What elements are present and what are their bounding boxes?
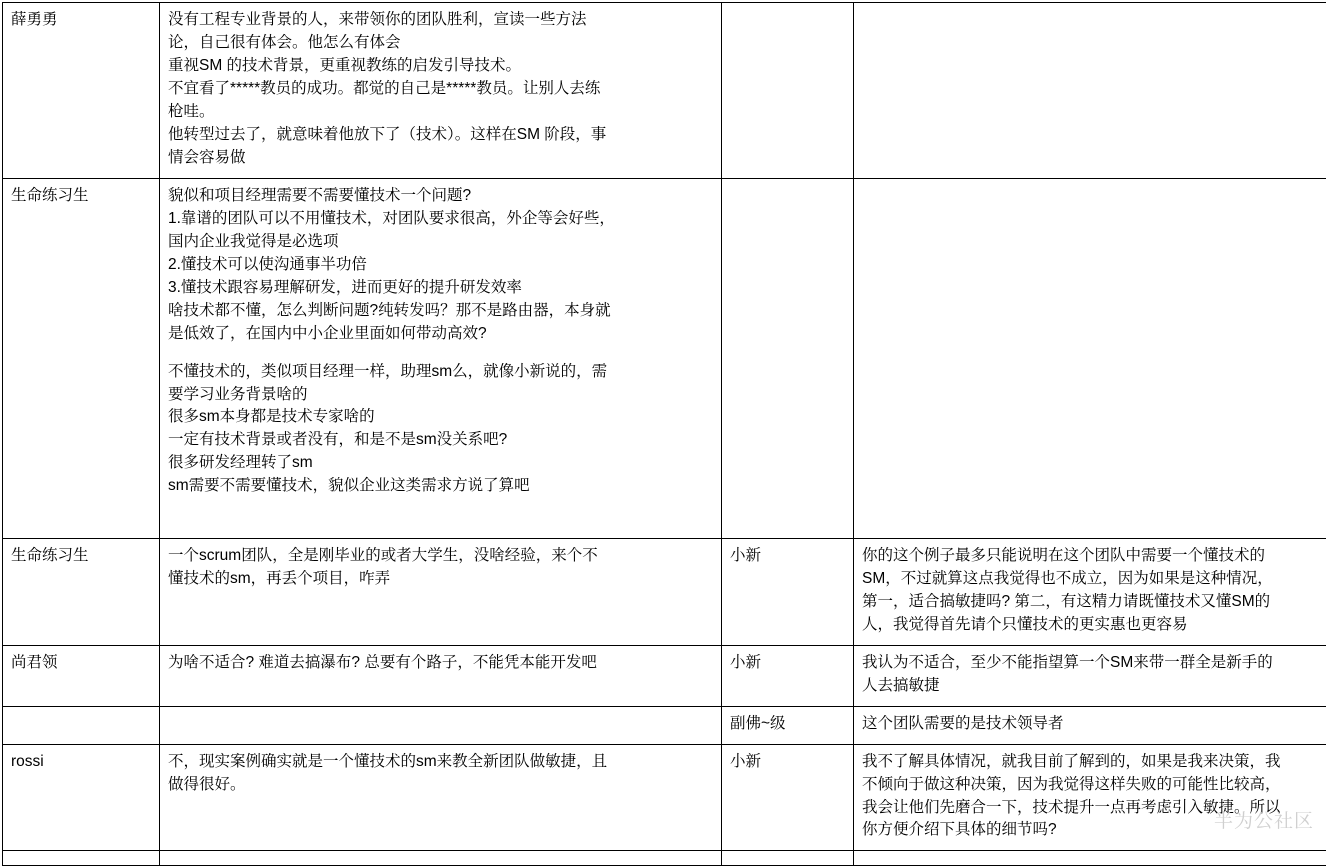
message-line: 他转型过去了，就意味着他放下了（技术）。这样在SM 阶段，事 xyxy=(168,124,713,147)
message-body-cell xyxy=(160,3,722,179)
author-name-cell: 薛勇勇 xyxy=(3,3,160,179)
author-name-cell: 尚君领 xyxy=(3,645,160,706)
watermark: 半为公社区 xyxy=(1214,806,1314,833)
document-page xyxy=(0,2,1326,847)
message-body-cell xyxy=(160,706,722,744)
message-line: 枪哇。 xyxy=(168,101,713,124)
table-body xyxy=(3,3,1326,866)
message-line: 一定有技术背景或者没有，和是不是sm没关系吧? xyxy=(168,429,713,452)
message-line: 3.懂技术跟容易理解研发，进而更好的提升研发效率 xyxy=(168,277,713,300)
table-row xyxy=(3,851,1326,866)
reply-line: SM，不过就算这点我觉得也不成立，因为如果是这种情况， xyxy=(862,568,1326,591)
reply-body-cell xyxy=(854,744,1326,851)
message-body-cell xyxy=(160,851,722,866)
message-line: 论，自己很有体会。他怎么有体会 xyxy=(168,32,713,55)
reply-body-cell xyxy=(854,539,1326,646)
message-line: 要学习业务背景啥的 xyxy=(168,384,713,407)
message-body-cell xyxy=(160,645,722,706)
table-row xyxy=(3,744,1326,851)
message-line: 2.懂技术可以使沟通事半功倍 xyxy=(168,254,713,277)
author-name-cell xyxy=(3,706,160,744)
reply-line: 第一，适合搞敏捷吗? 第二，有这精力请既懂技术又懂SM的 xyxy=(862,591,1326,614)
message-line: 不宜看了*****教员的成功。都觉的自己是*****教员。让别人去练 xyxy=(168,78,713,101)
replier-name-cell: 小新 xyxy=(722,539,854,646)
message-body-cell xyxy=(160,539,722,646)
message-line: 懂技术的sm，再丢个项目，咋弄 xyxy=(168,568,713,591)
author-name-cell: 生命练习生 xyxy=(3,179,160,539)
table-row xyxy=(3,706,1326,744)
reply-line: 人去搞敏捷 xyxy=(862,675,1326,698)
message-line: 1.靠谱的团队可以不用懂技术，对团队要求很高，外企等会好些， xyxy=(168,208,713,231)
reply-line: 我不了解具体情况，就我目前了解到的，如果是我来决策，我 xyxy=(862,751,1326,774)
message-line: 很多研发经理转了sm xyxy=(168,452,713,475)
author-name-cell: rossi xyxy=(3,744,160,851)
message-line: 不懂技术的，类似项目经理一样，助理sm么，就像小新说的，需 xyxy=(168,361,713,384)
reply-body-cell xyxy=(854,706,1326,744)
author-name-cell xyxy=(3,851,160,866)
message-line: 为啥不适合? 难道去搞瀑布? 总要有个路子，不能凭本能开发吧 xyxy=(168,652,713,675)
message-line: sm需要不需要懂技术，貌似企业这类需求方说了算吧 xyxy=(168,475,713,498)
replier-name-cell xyxy=(722,851,854,866)
message-line: 做得很好。 xyxy=(168,774,713,797)
reply-line: 这个团队需要的是技术领导者 xyxy=(862,713,1326,736)
reply-body-cell xyxy=(854,645,1326,706)
message-line: 情会容易做 xyxy=(168,147,713,170)
table-row xyxy=(3,179,1326,539)
message-line: 貌似和项目经理需要不需要懂技术一个问题? xyxy=(168,185,713,208)
message-line: 啥技术都不懂，怎么判断问题?纯转发吗？那不是路由器，本身就 xyxy=(168,300,713,323)
reply-body-cell xyxy=(854,851,1326,866)
reply-line: 不倾向于做这种决策，因为我觉得这样失败的可能性比较高， xyxy=(862,774,1326,797)
replier-name-cell: 小新 xyxy=(722,744,854,851)
table-row xyxy=(3,3,1326,179)
table-row xyxy=(3,539,1326,646)
reply-line: 你方便介绍下具体的细节吗? xyxy=(862,819,1326,842)
replier-name-cell xyxy=(722,179,854,539)
reply-body-cell xyxy=(854,179,1326,539)
message-line: 不，现实案例确实就是一个懂技术的sm来教全新团队做敏捷，且 xyxy=(168,751,713,774)
message-line: 是低效了，在国内中小企业里面如何带动高效? xyxy=(168,323,713,346)
message-body-cell xyxy=(160,744,722,851)
reply-line: 人，我觉得首先请个只懂技术的更实惠也更容易 xyxy=(862,614,1326,637)
message-line: 重视SM 的技术背景，更重视教练的启发引导技术。 xyxy=(168,55,713,78)
message-line xyxy=(168,346,713,361)
table-row xyxy=(3,645,1326,706)
message-line: 没有工程专业背景的人，来带领你的团队胜利，宣读一些方法 xyxy=(168,9,713,32)
message-line: 一个scrum团队，全是刚毕业的或者大学生，没啥经验，来个不 xyxy=(168,545,713,568)
discussion-table xyxy=(2,2,1326,866)
replier-name-cell xyxy=(722,3,854,179)
reply-line: 你的这个例子最多只能说明在这个团队中需要一个懂技术的 xyxy=(862,545,1326,568)
replier-name-cell: 小新 xyxy=(722,645,854,706)
message-line: 国内企业我觉得是必选项 xyxy=(168,231,713,254)
replier-name-cell: 副佛~级 xyxy=(722,706,854,744)
message-body-cell xyxy=(160,179,722,539)
reply-line: 我认为不适合，至少不能指望算一个SM来带一群全是新手的 xyxy=(862,652,1326,675)
reply-body-cell xyxy=(854,3,1326,179)
message-line: 很多sm本身都是技术专家啥的 xyxy=(168,406,713,429)
author-name-cell: 生命练习生 xyxy=(3,539,160,646)
reply-line: 我会让他们先磨合一下，技术提升一点再考虑引入敏捷。所以 xyxy=(862,797,1326,820)
